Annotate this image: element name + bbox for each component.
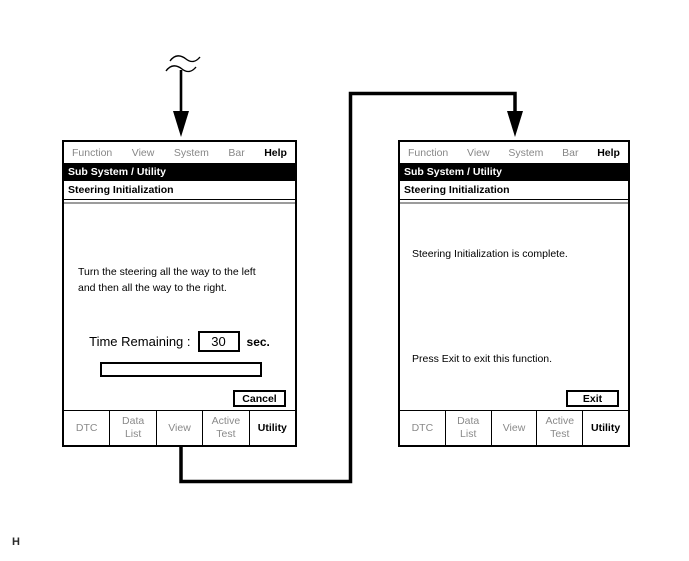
menu-system[interactable]: System [508,146,544,159]
page-corner-label: H [12,536,20,548]
instruction-line-2: and then all the way to the right. [78,282,227,295]
menu-view[interactable]: View [131,146,155,159]
menu-bar-item[interactable]: Bar [228,146,245,159]
cancel-button[interactable]: Cancel [233,390,286,407]
tab-active-test[interactable]: Active Test [203,411,249,445]
menu-system[interactable]: System [173,146,209,159]
tab-utility[interactable]: Utility [257,421,287,434]
time-remaining-value-box: 30 [198,331,240,352]
tab-dtc[interactable]: DTC [64,411,110,445]
time-remaining-row [64,331,295,352]
screen-1-window [62,140,297,447]
menu-help[interactable]: Help [264,146,287,159]
exit-instruction: Press Exit to exit this function. [412,353,553,365]
progress-bar [100,362,262,377]
tab-view[interactable]: View [157,411,203,445]
steering-instruction-text [78,264,256,297]
tab-active-test[interactable]: Active Test [537,411,583,445]
screen-title: Steering Initialization [64,181,295,200]
page-break-squiggle-icon [166,56,200,72]
completion-message: Steering Initialization is complete. [412,248,568,260]
tab-data-list[interactable]: Data List [110,411,156,445]
time-remaining-unit: sec. [246,334,270,349]
screen-1-body [64,204,295,410]
tab-utility[interactable]: Utility [591,421,621,434]
menu-function[interactable]: Function [408,146,449,159]
time-remaining-label: Time Remaining : [89,334,191,349]
tab-bar [400,410,628,445]
menu-function[interactable]: Function [72,146,113,159]
screen-2-body [400,204,628,410]
menu-bar [400,142,628,163]
tab-view[interactable]: View [492,411,538,445]
menu-view[interactable]: View [467,146,490,159]
screen-title: Steering Initialization [400,181,628,200]
instruction-line-1: Turn the steering all the way to the left [78,266,256,278]
menu-bar-item[interactable]: Bar [562,146,579,159]
menu-help[interactable]: Help [597,146,620,159]
tab-data-list[interactable]: Data List [446,411,492,445]
tab-bar [64,410,295,445]
exit-button[interactable]: Exit [566,390,619,407]
tab-dtc[interactable]: DTC [400,411,446,445]
menu-bar [64,142,295,163]
subsystem-bar: Sub System / Utility [64,163,295,181]
subsystem-bar: Sub System / Utility [400,163,628,181]
screen-2-window [398,140,630,447]
arrow-into-screen-1-icon [173,70,189,137]
